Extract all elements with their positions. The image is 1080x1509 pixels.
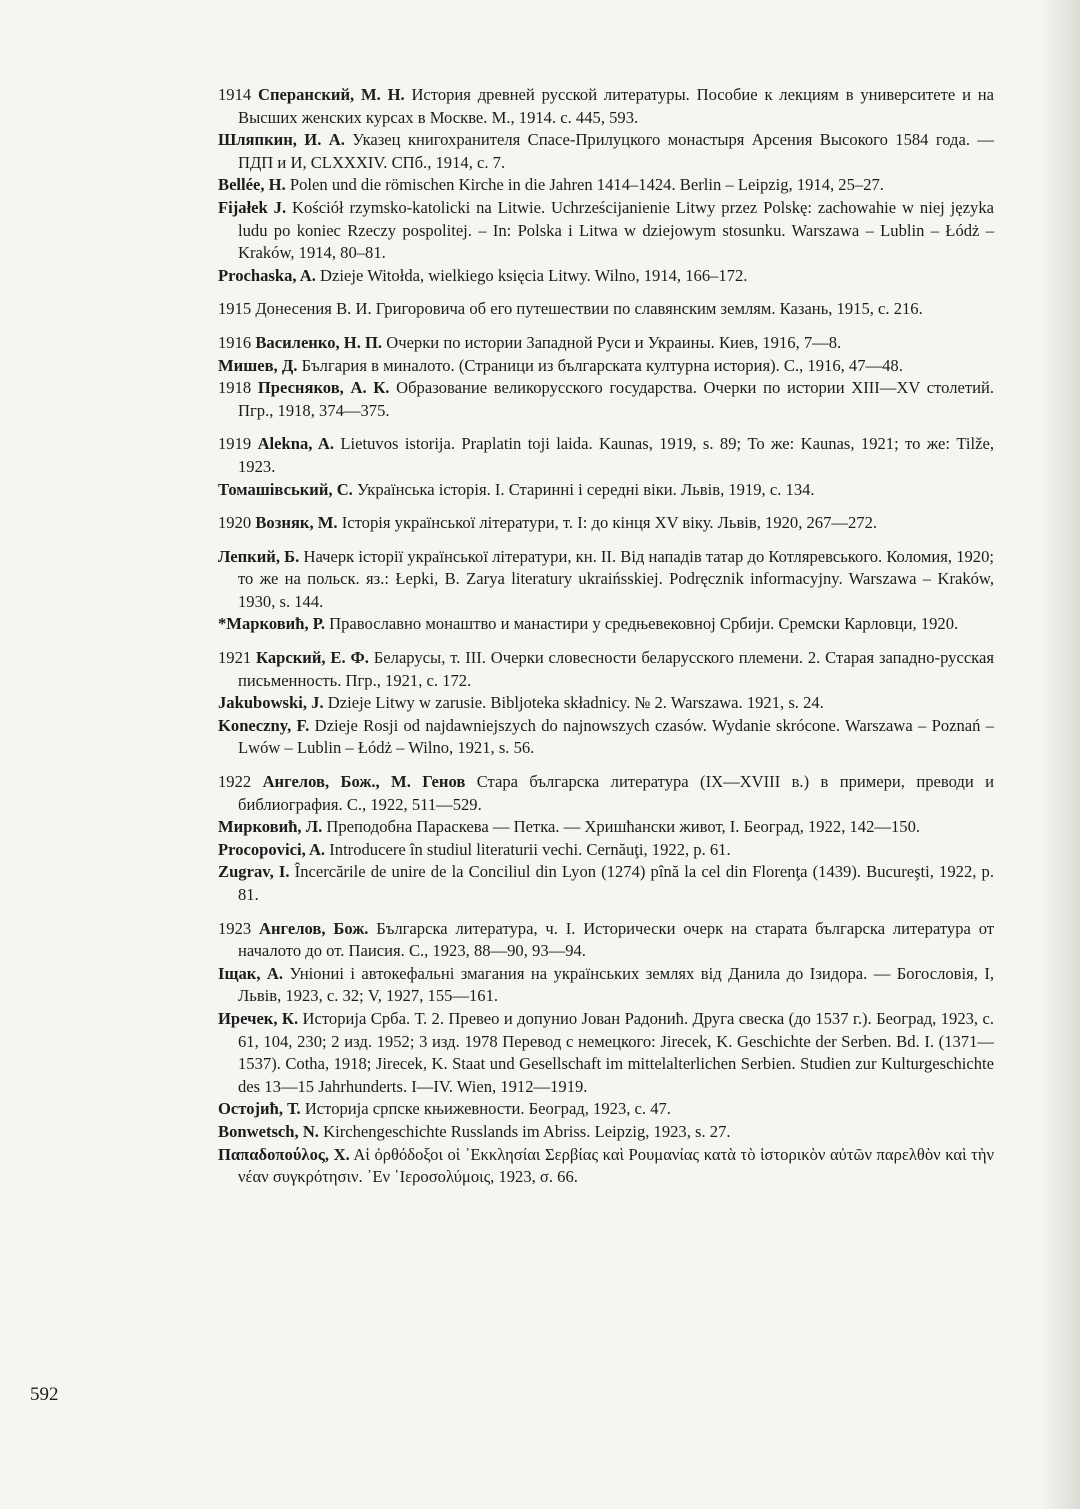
entry-text: Православно монаштво и манастири у средњевековној Србији. Сремски Карловци, 1920.	[329, 614, 959, 634]
entry-text: Polen und die römischen Kirche in die Jahren 1414–1424. Berlin – Leipzig, 1914, 25–27.	[289, 175, 884, 195]
bib-entry	[218, 692, 994, 715]
entry-author: Alekna, A.	[257, 434, 335, 454]
entry-author: Мишев, Д.	[218, 355, 298, 375]
entry-text: Kościół rzymsko-katolicki na Litwie. Uchrześcijanienie Litwy przez Polskę: zachowahie w niej języka ludu po koniec Rzeczy pospolitej. – In: Polska i Litwa w dziejowym stosunku. Warszawa – Lublin – Łódż – Kraków, 1914, 80–81.	[238, 197, 994, 263]
bib-entry	[218, 479, 994, 502]
entry-year: 1918	[218, 378, 252, 398]
entry-year: 1919	[218, 434, 252, 454]
entry-author: Ангелов, Бож.	[259, 918, 369, 938]
entry-text: Dzieje Litwy w zarusie. Bibljoteka składnicy. № 2. Warszawa. 1921, s. 24.	[327, 693, 824, 713]
entry-text: Lietuvos istorija. Praplatin toji laida. Kaunas, 1919, s. 89; То же: Kaunas, 1921; то же: Tilže, 1923.	[238, 434, 994, 476]
entry-year: 1922	[218, 772, 252, 792]
entry-text: Донесения В. И. Григоровича об его путешествии по славянским землям. Казань, 1915, с. 216.	[255, 299, 923, 319]
entry-author: Томашівський, С.	[218, 479, 353, 499]
bib-entry	[218, 377, 994, 422]
bib-entry	[218, 1008, 994, 1098]
bib-entry	[218, 265, 994, 288]
entry-author: Иречек, К.	[218, 1008, 299, 1028]
entry-author: Koneczny, F.	[218, 715, 310, 735]
bib-entry	[218, 715, 994, 760]
entry-author: Procopovici, A.	[218, 839, 326, 859]
entry-text: Българска литература, ч. I. Исторически очерк на старата българска литература от началото до от. Паисия. С., 1923, 88—90, 93—94.	[238, 918, 995, 961]
entry-text: Українська історія. I. Старинні і середні віки. Львів, 1919, с. 134.	[356, 479, 815, 499]
bib-entry	[218, 174, 994, 197]
entry-author: Ангелов, Бож., М. Генов	[262, 772, 466, 792]
bib-entry	[218, 433, 994, 478]
bib-entry	[218, 129, 994, 174]
entry-text: Dzieje Rosji od najdawniejszych do najnowszych czasów. Wydanie skrócone. Warszawa – Poznań – Lwów – Lublin – Łódż – Wilno, 1921, s. 56.	[238, 715, 995, 758]
entry-text: Историја Срба. Т. 2. Превео и допунио Јован Радонић. Друга свеска (до 1537 г.). Београд, 1923, с. 61, 104, 230; 2 изд. 1952; 3 изд. 1978 Перевод с немецкого: Jirecek, K. Geschichte der Serben. Bd. I. (1371—1537). Cotha, 1918; Jirecek, K. Staat und Gesellschaft im mittelalterlichen Serbien. Studien zur Kulturgeschichte des 13—15 Jahrhunderts. I—IV. Wien, 1912—1919.	[238, 1008, 995, 1096]
entry-year: 1920	[218, 513, 252, 533]
page-edge-shadow	[1040, 0, 1080, 1509]
entry-text: Преподобна Параскева — Петка. — Хришћански живот, I. Београд, 1922, 142—150.	[326, 817, 921, 837]
entry-text: Стара българска литература (IX—XVIII в.) в примери, преводи и библиография. С., 1922, 511—529.	[238, 772, 994, 814]
entry-text: Начерк історії української літератури, кн. II. Від нападів татар до Котляревського. Коломия, 1920; то же на польск. яз.: Łepki, B. Zarya literatury ukraińsskiej. Podręcznik informacyjny. Warszawa – Kraków, 1930, s. 144.	[238, 546, 995, 611]
entry-author: Шляпкин, И. А.	[218, 130, 345, 150]
entry-author: Карский, Е. Ф.	[256, 648, 369, 668]
entry-year: 1916	[218, 332, 252, 352]
entry-text: Αἱ ὀρθόδοξοι οἱ ᾿Εκκλησίαι Σερβίας καὶ Ρουμανίας κατὰ τὸ ἱστορικὸν αὐτῶν παρελθὸν καὶ τὴν νέαν συγκρότησιν. ᾿Εν ῾Ιεροσολύμοις, 1923, σ. 66.	[238, 1144, 995, 1187]
bib-entry	[218, 1098, 994, 1121]
entry-year: 1914	[218, 85, 252, 104]
entry-text: Уніониі і автокефальні змагания на українських землях від Данила до Ізидора. — Богословія, I, Львів, 1923, с. 32; V, 1927, 155—161.	[238, 963, 994, 1006]
bib-entry	[218, 1121, 994, 1144]
entry-text: Încercările de unire de la Conciliul din Lyon (1274) pînă la cel din Florenţa (1439). Bucureşti, 1922, p. 81.	[238, 862, 994, 904]
entry-year: 1923	[218, 918, 252, 938]
entry-author: Παπαδοπούλος, Χ.	[218, 1144, 350, 1164]
bib-entry	[218, 816, 994, 839]
entry-text: История древней русской литературы. Пособие к лекциям в университете и на Высших женских курсах в Москве. М., 1914. с. 445, 593.	[238, 85, 994, 127]
entry-author: Іщак, А.	[218, 963, 284, 983]
entry-text: България в миналото. (Страници из българската културна история). С., 1916, 47—48.	[301, 355, 903, 375]
bib-entry	[218, 332, 994, 355]
entry-author: Fijałek J.	[218, 197, 287, 217]
bib-entry	[218, 298, 994, 321]
bib-entry	[218, 647, 994, 692]
entry-author: Возняк, М.	[255, 513, 338, 533]
entry-year: 1921	[218, 648, 252, 668]
entry-author: Prochaska, A.	[218, 265, 316, 285]
entry-author: Лепкий, Б.	[218, 546, 300, 566]
entry-year: 1915	[218, 299, 252, 319]
bib-entry	[218, 839, 994, 862]
entry-text: Образование великорусского государства. Очерки по истории XIII—XV столетий. Пгр., 1918, 374—375.	[238, 378, 995, 420]
entry-author: Остојић, Т.	[218, 1099, 301, 1119]
bib-entry	[218, 546, 994, 614]
entry-author: Мирковић, Л.	[218, 817, 323, 837]
page-number: 592	[30, 1384, 59, 1405]
entry-author: Bonwetsch, N.	[218, 1121, 319, 1141]
entry-author: Jakubowski, J.	[218, 693, 324, 713]
bib-entry	[218, 613, 994, 636]
entry-text: Kirchengeschichte Russlands im Abriss. Leipzig, 1923, s. 27.	[323, 1121, 731, 1141]
bib-entry	[218, 771, 994, 816]
entry-author: Василенко, Н. П.	[255, 332, 383, 352]
bib-entry	[218, 918, 994, 963]
entry-text: Dzieje Witołda, wielkiego księcia Litwy. Wilno, 1914, 166–172.	[320, 265, 748, 285]
entry-text: Указец книгохранителя Спасе-Прилуцкого монастыря Арсения Высокого 1584 года. — ПДП и И, CLXXXIV. СПб., 1914, с. 7.	[238, 130, 994, 172]
entry-author: *Марковић, Р.	[218, 614, 325, 634]
bib-entry	[218, 84, 994, 129]
entry-text: Очерки по истории Западной Руси и Украины. Киев, 1916, 7—8.	[386, 332, 842, 352]
bib-entry	[218, 355, 994, 378]
entry-text: Introducere în studiul literaturii vechi. Cernăuţi, 1922, p. 61.	[329, 839, 731, 859]
bib-entry	[218, 1144, 994, 1189]
bib-entry	[218, 512, 994, 535]
entry-text: Беларусы, т. III. Очерки словесности беларусского племени. 2. Старая западно-русская письменность. Пгр., 1921, с. 172.	[238, 648, 994, 690]
entry-text: Историја српске књижевности. Београд, 1923, с. 47.	[304, 1099, 671, 1119]
entry-text: Історія української літератури, т. I: до кінця XV віку. Львів, 1920, 267—272.	[341, 513, 878, 533]
bibliography-list	[218, 84, 994, 1189]
bib-entry	[218, 963, 994, 1008]
bib-entry	[218, 861, 994, 906]
entry-author: Сперанский, М. Н.	[257, 85, 405, 104]
entry-author: Пресняков, А. К.	[257, 378, 390, 398]
entry-author: Zugrav, I.	[218, 862, 290, 882]
bib-entry	[218, 197, 994, 265]
entry-author: Bellée, H.	[218, 175, 286, 195]
